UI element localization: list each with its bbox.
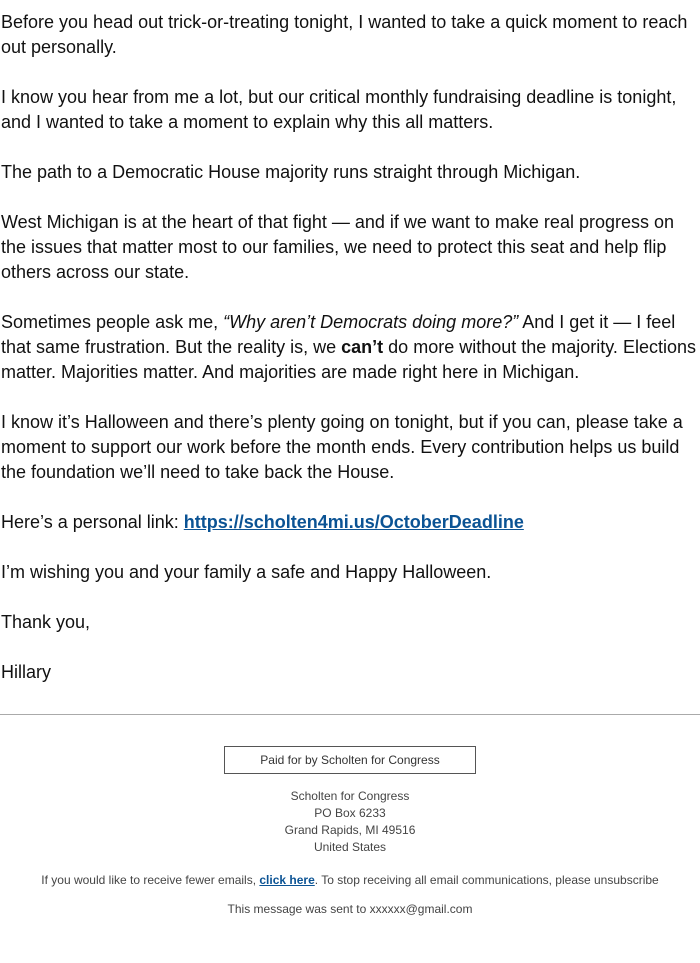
paragraph-path: The path to a Democratic House majority runs straight through Michigan.: [1, 162, 581, 182]
paragraph-halloween: I know it’s Halloween and there’s plenty going on tonight, but if you can, please take a moment to support our work before the month ends. Every contribution helps us build the foundation we’ll need to take back the House.: [1, 412, 683, 482]
unsubscribe-text: . To stop receiving all email communications, please unsubscribe: [314, 873, 659, 887]
fewer-emails-link[interactable]: click here: [259, 873, 315, 887]
mailing-address: [0, 788, 700, 856]
email-footer: [0, 715, 700, 916]
email-preferences: [0, 873, 700, 887]
paragraph-link: [1, 510, 698, 535]
address-country: United States: [313, 840, 387, 854]
paragraph-intro: Before you head out trick-or-treating tonight, I wanted to take a quick moment to reach out personally.: [1, 12, 688, 57]
paid-for-disclaimer: Paid for by Scholten for Congress: [224, 746, 476, 774]
sent-to-notice: This message was sent to xxxxxx@gmail.com: [227, 902, 473, 916]
text-segment: Sometimes people ask me,: [1, 312, 224, 332]
text-segment: And I get it — I feel that same frustration. But the reality is, we: [1, 312, 676, 357]
email-body: [0, 10, 700, 685]
bold-text: can’t: [341, 337, 384, 357]
paragraph-west-michigan: West Michigan is at the heart of that fight — and if we want to make real progress on the issues that matter most to our families, we need to protect this seat and help flip others across our state.: [1, 212, 675, 282]
link-label: Here’s a personal link:: [1, 512, 184, 532]
paragraph-wishes: I’m wishing you and your family a safe and Happy Halloween.: [1, 562, 492, 582]
prefs-text: If you would like to receive fewer emails,: [41, 873, 260, 887]
address-city: Grand Rapids, MI 49516: [284, 823, 416, 837]
address-po-box: PO Box 6233: [314, 806, 386, 820]
donate-link[interactable]: https://scholten4mi.us/OctoberDeadline: [183, 512, 524, 532]
text-segment: do more without the majority. Elections matter. Majorities matter. And majorities are made right here in Michigan.: [1, 337, 696, 382]
paragraph-deadline: I know you hear from me a lot, but our critical monthly fundraising deadline is tonight, and I wanted to take a moment to explain why this all matters.: [1, 87, 677, 132]
quote-text: “Why aren’t Democrats doing more?”: [223, 312, 519, 332]
signature: Hillary: [1, 662, 52, 682]
paragraph-thanks: Thank you,: [1, 612, 91, 632]
paragraph-democrats: [1, 310, 698, 385]
address-org: Scholten for Congress: [290, 789, 410, 803]
